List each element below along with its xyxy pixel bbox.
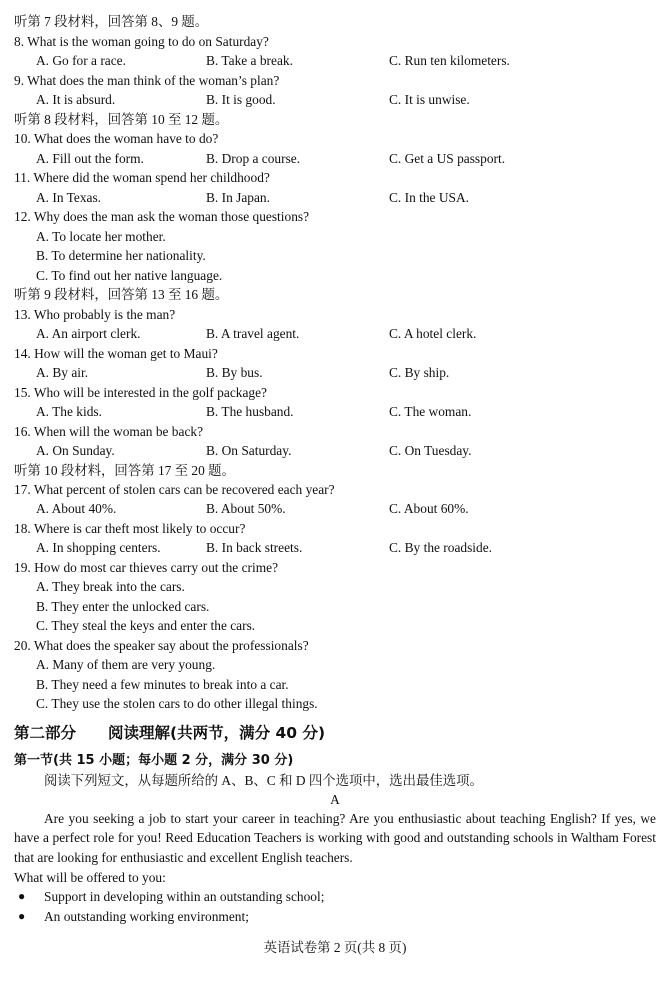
question-16: 16. When will the woman be back?: [14, 424, 204, 439]
passage-paragraph: Are you seeking a job to start your career in teaching? Are you enthusiastic about teaching English? If yes, we have a perfect role for you! Reed Education Teachers is working with good and outstanding schools in Waltham Forest that are looking for enthusiastic and excellent English teachers.: [14, 811, 656, 865]
question-13: 13. Who probably is the man?: [14, 307, 176, 322]
offered-heading: What will be offered to you:: [14, 870, 166, 885]
question-11-options: A. In Texas. B. In Japan. C. In the USA.: [36, 190, 469, 205]
question-12-option-b: B. To determine her nationality.: [36, 248, 206, 263]
listening-header-10: 听第 10 段材料，回答第 17 至 20 题。: [14, 463, 235, 478]
question-16-options: A. On Sunday. B. On Saturday. C. On Tuesday.: [36, 443, 472, 458]
question-13-options: A. An airport clerk. B. A travel agent. C. A hotel clerk.: [36, 326, 477, 341]
question-12-option-a: A. To locate her mother.: [36, 229, 166, 244]
part2-title: 第二部分 阅读理解(共两节，满分 40 分): [14, 724, 326, 742]
section1-header: 第一节(共 15 小题；每小题 2 分，满分 30 分): [14, 753, 294, 768]
question-20-option-b: B. They need a few minutes to break into a car.: [36, 677, 289, 692]
question-19-option-b: B. They enter the unlocked cars.: [36, 599, 210, 614]
question-18-options: A. In shopping centers. B. In back streets. C. By the roadside.: [36, 540, 493, 555]
question-20-option-a: A. Many of them are very young.: [36, 657, 216, 672]
question-20: 20. What does the speaker say about the professionals?: [14, 638, 309, 653]
question-18: 18. Where is car theft most likely to occur?: [14, 521, 246, 536]
question-15: 15. Who will be interested in the golf package?: [14, 385, 267, 400]
question-15-options: A. The kids. B. The husband. C. The woman.: [36, 404, 472, 419]
question-12-option-c: C. To find out her native language.: [36, 268, 223, 283]
question-8-options: A. Go for a race. B. Take a break. C. Run ten kilometers.: [36, 53, 510, 68]
question-17: 17. What percent of stolen cars can be recovered each year?: [14, 482, 335, 497]
question-11: 11. Where did the woman spend her childhood?: [14, 170, 270, 185]
question-10-options: A. Fill out the form. B. Drop a course. C. Get a US passport.: [36, 151, 506, 166]
question-9-options: A. It is absurd. B. It is good. C. It is unwise.: [36, 92, 470, 107]
question-10: 10. What does the woman have to do?: [14, 131, 219, 146]
question-14: 14. How will the woman get to Maui?: [14, 346, 218, 361]
question-14-options: A. By air. B. By bus. C. By ship.: [36, 365, 450, 380]
question-17-options: A. About 40%. B. About 50%. C. About 60%.: [36, 501, 469, 516]
question-19-option-c: C. They steal the keys and enter the cars.: [36, 618, 256, 633]
bullet-icon: ●: [18, 889, 26, 903]
list-item: ● An outstanding working environment;: [18, 909, 249, 924]
question-19: 19. How do most car thieves carry out the crime?: [14, 560, 279, 575]
listening-header-9: 听第 9 段材料，回答第 13 至 16 题。: [14, 287, 229, 302]
listening-header-8: 听第 8 段材料，回答第 10 至 12 题。: [14, 112, 229, 127]
question-9: 9. What does the man think of the woman’s plan?: [14, 73, 280, 88]
list-item: ● Support in developing within an outstanding school;: [18, 889, 325, 904]
listening-header-7: 听第 7 段材料，回答第 8、9 题。: [14, 14, 209, 29]
question-19-option-a: A. They break into the cars.: [36, 579, 185, 594]
instruction: 阅读下列短文，从每题所给的 A、B、C 和 D 四个选项中，选出最佳选项。: [44, 773, 483, 788]
passage-label: A: [330, 792, 340, 807]
question-12: 12. Why does the man ask the woman those questions?: [14, 209, 310, 224]
page-footer: 英语试卷第 2 页(共 8 页): [263, 940, 407, 955]
bullet-icon: ●: [18, 909, 26, 923]
question-8: 8. What is the woman going to do on Saturday?: [14, 34, 269, 49]
question-20-option-c: C. They use the stolen cars to do other illegal things.: [36, 696, 318, 711]
